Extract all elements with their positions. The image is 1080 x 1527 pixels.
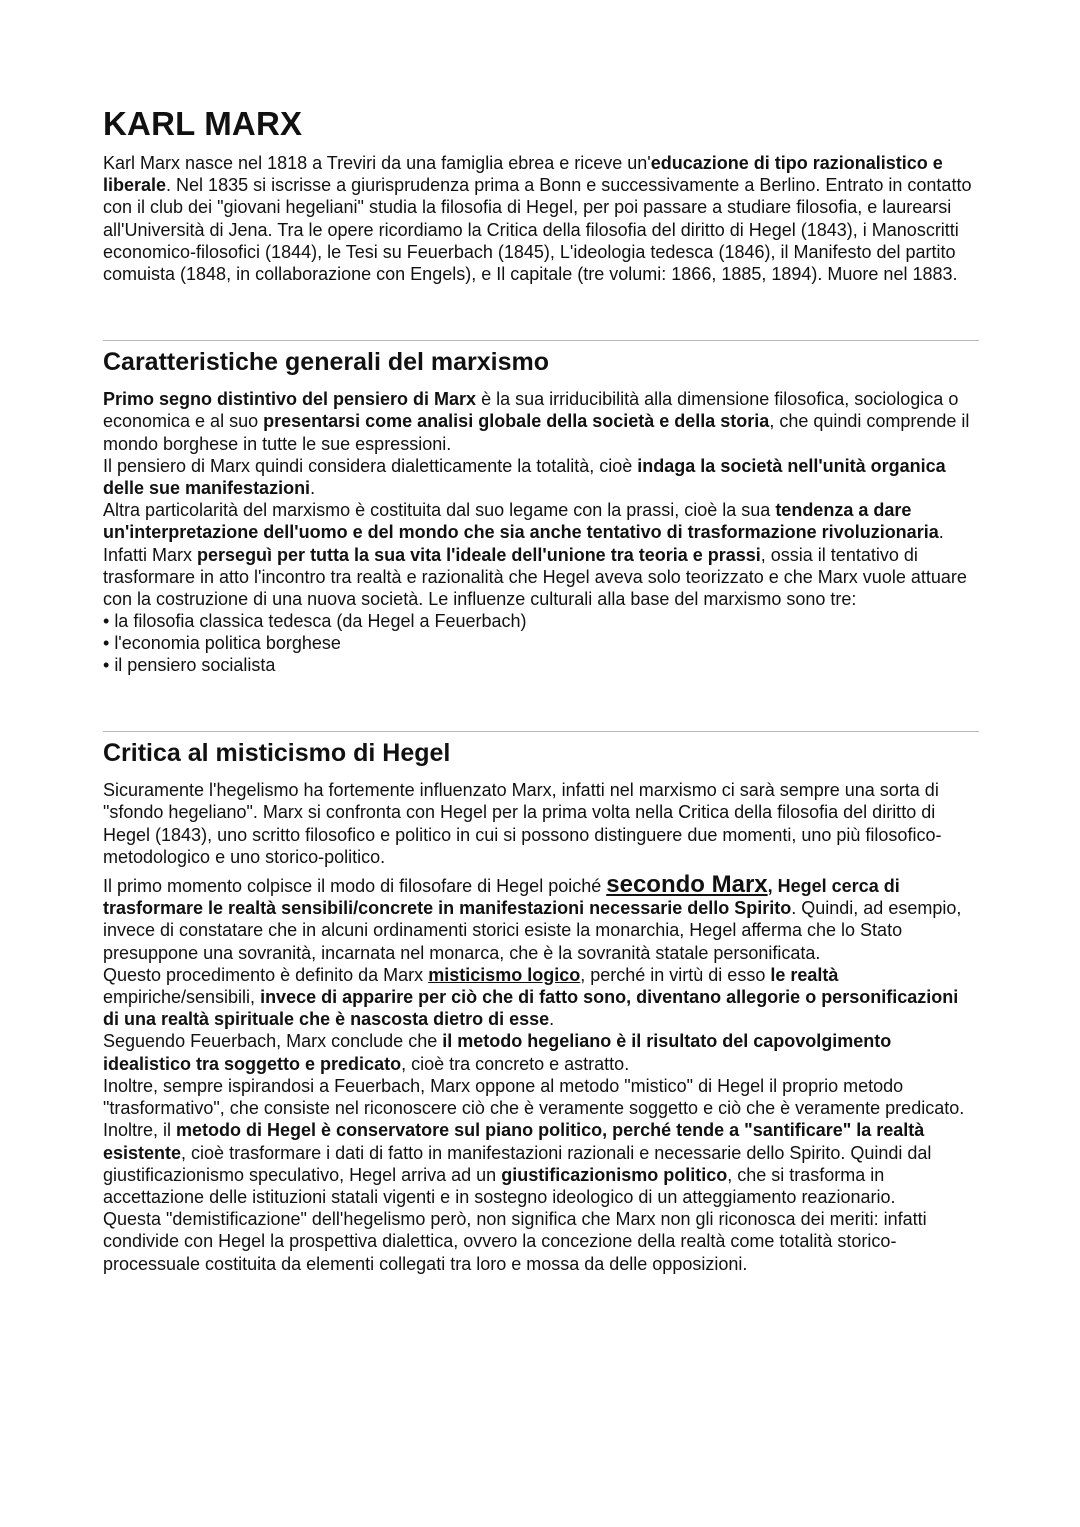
bold-text-run: il metodo hegeliano è il risultato del capovolgimento idealistico tra soggetto e predicato [103,1031,892,1074]
bold-text-run: metodo di Hegel è conservatore sul piano politico, perché tende a "santificare" la realtà esistente [103,1120,925,1163]
bold-text-run: educazione di tipo razionalistico e liberale [103,153,943,196]
text-run: Sicuramente l'hegelismo ha fortemente influenzato Marx, infatti nel marxismo ci sarà sempre una sorta di "sfondo hegeliano". Marx si confronta con Hegel per la prima volta nella Critica della filosofia del diritto di Hegel (1843), uno scritto filosofico e politico in cui si possono distinguere due momenti, uno più filosofico-metodologico e uno storico-politico. [103,780,942,867]
bold-text-run: Primo segno distintivo del pensiero di Marx [103,389,477,410]
text-run: Il primo momento colpisce il modo di filosofare di Hegel poiché [103,876,607,897]
text-run: Questo procedimento è definito da Marx [103,964,429,985]
hegel-paragraph-3 [103,964,979,1031]
text-run: è la sua irriducibilità alla dimensione filosofica, sociologica o economica e al suo [103,389,959,432]
bold-text-run: , Hegel cerca di trasformare le realtà sensibili/concrete in manifestazioni necessarie dello Spirito [103,876,900,919]
document-content [103,104,979,1275]
list-item: • l'economia politica borghese [103,632,979,654]
bold-text-run: indaga la società nell'unità organica delle sue manifestazioni [103,455,946,499]
bold-text-run: invece di apparire per ciò che di fatto sono, diventano allegorie o personificazioni di una realtà spirituale che è nascosta dietro di esse [103,987,959,1030]
text-run: , che si trasforma in accettazione delle istituzioni statali vigenti e in sostegno ideologico di un atteggiamento reazionario. [103,1164,896,1207]
text-run: Altra particolarità del marxismo è costituita dal suo legame con la prassi, cioè la sua [103,500,776,521]
marxism-paragraph-1 [103,388,979,455]
hegel-paragraph-4 [103,1030,979,1074]
text-run: , che quindi comprende il mondo borghese in tutte le sue espressioni. [103,411,970,454]
section-heading-marxism: Caratteristiche generali del marxismo [103,348,550,377]
marxism-paragraph-2 [103,455,979,499]
hegel-paragraph-2 [103,871,979,964]
bold-text-run: le realtà [770,964,839,985]
list-item: • il pensiero socialista [103,654,979,676]
spacer [103,285,979,340]
bold-text-run: giustificazionismo politico [501,1164,728,1185]
text-run: . Infatti Marx [103,522,944,565]
bold-text-run: perseguì per tutta la sua vita l'ideale dell'unione tra teoria e prassi [197,544,761,565]
text-run: . [310,478,316,499]
section-heading-hegel: Critica al misticismo di Hegel [103,739,451,768]
bold-text-run: tendenza a dare un'interpretazione dell'uomo e del mondo che sia anche tentativo di trasformazione rivoluzionaria [103,500,939,543]
text-run: empiriche/sensibili, [103,987,261,1008]
hegel-paragraph-5 [103,1075,979,1208]
bold-text-run: presentarsi come analisi globale della società e della storia [263,411,770,432]
text-run: . Nel 1835 si iscrisse a giurisprudenza prima a Bonn e successivamente a Berlino. Entrato in contatto con il club dei "giovani hegeliani" studia la filosofia di Hegel, per poi passare a studiare filosofia, e laurearsi all'Università di Jena. Tra le opere ricordiamo la Critica della filosofia del diritto di Hegel (1843), i Manoscritti economico-filosofici (1844), le Tesi su Feuerbach (1845), L'ideologia tedesca (1846), il Manifesto del partito comuista (1848, in collaborazione con Engels), e Il capitale (tre volumi: 1866, 1885, 1894). Muore nel 1883. [103,175,972,285]
text-run: . [549,1009,555,1030]
text-run: Il pensiero di Marx quindi considera dialetticamente la totalità, cioè [103,455,638,476]
text-run: Seguendo Feuerbach, Marx conclude che [103,1031,443,1052]
text-run: , cioè tra concreto e astratto. [401,1053,630,1074]
hegel-paragraph-1 [103,779,979,868]
text-run: Karl Marx nasce nel 1818 a Treviri da una famiglia ebrea e riceve un' [103,153,651,173]
influences-list [103,610,979,676]
hegel-paragraph-6 [103,1208,979,1275]
text-run: , perché in virtù di esso [580,964,771,985]
text-run: Inoltre, sempre ispirandosi a Feuerbach, Marx oppone al metodo "mistico" di Hegel il proprio metodo "trasformativo", che consiste nel riconoscere ciò che è veramente soggetto e ciò che è veramente predicato. Inoltre, il [103,1075,965,1141]
text-run: , cioè trasformare i dati di fatto in manifestazioni razionali e necessarie dello Spirito. Quindi dal giustificazionismo speculativo, Hegel arriva ad un [103,1142,932,1185]
text-run: . Quindi, ad esempio, invece di constatare che in alcuni ordinamenti storici esiste la monarchia, Hegel afferma che lo Stato presuppone una sovranità, incarnata nel monarca, che è la sovranità statale personificata. [103,898,962,963]
text-run: , ossia il tentativo di trasformare in atto l'incontro tra realtà e razionalità che Hegel aveva solo teorizzato e che Marx vuole attuare con la costruzione di una nuova società. Le influenze culturali alla base del marxismo sono tre: [103,544,967,610]
intro-paragraph [103,152,979,285]
bold-text-run: secondo Marx [606,871,768,899]
text-run: Questa "demistificazione" dell'hegelismo però, non significa che Marx non gli riconosca dei meriti: infatti condivide con Hegel la prospettiva dialettica, ovvero la concezione della realtà come totalità storico-processuale costituita da elementi collegati tra loro e mossa da delle opposizioni. [103,1209,927,1274]
list-item: • la filosofia classica tedesca (da Hegel a Feuerbach) [103,610,979,632]
bold-text-run: misticismo logico [428,964,581,985]
marxism-paragraph-3 [103,499,979,610]
spacer [103,676,979,731]
page-title: KARL MARX [103,105,303,142]
